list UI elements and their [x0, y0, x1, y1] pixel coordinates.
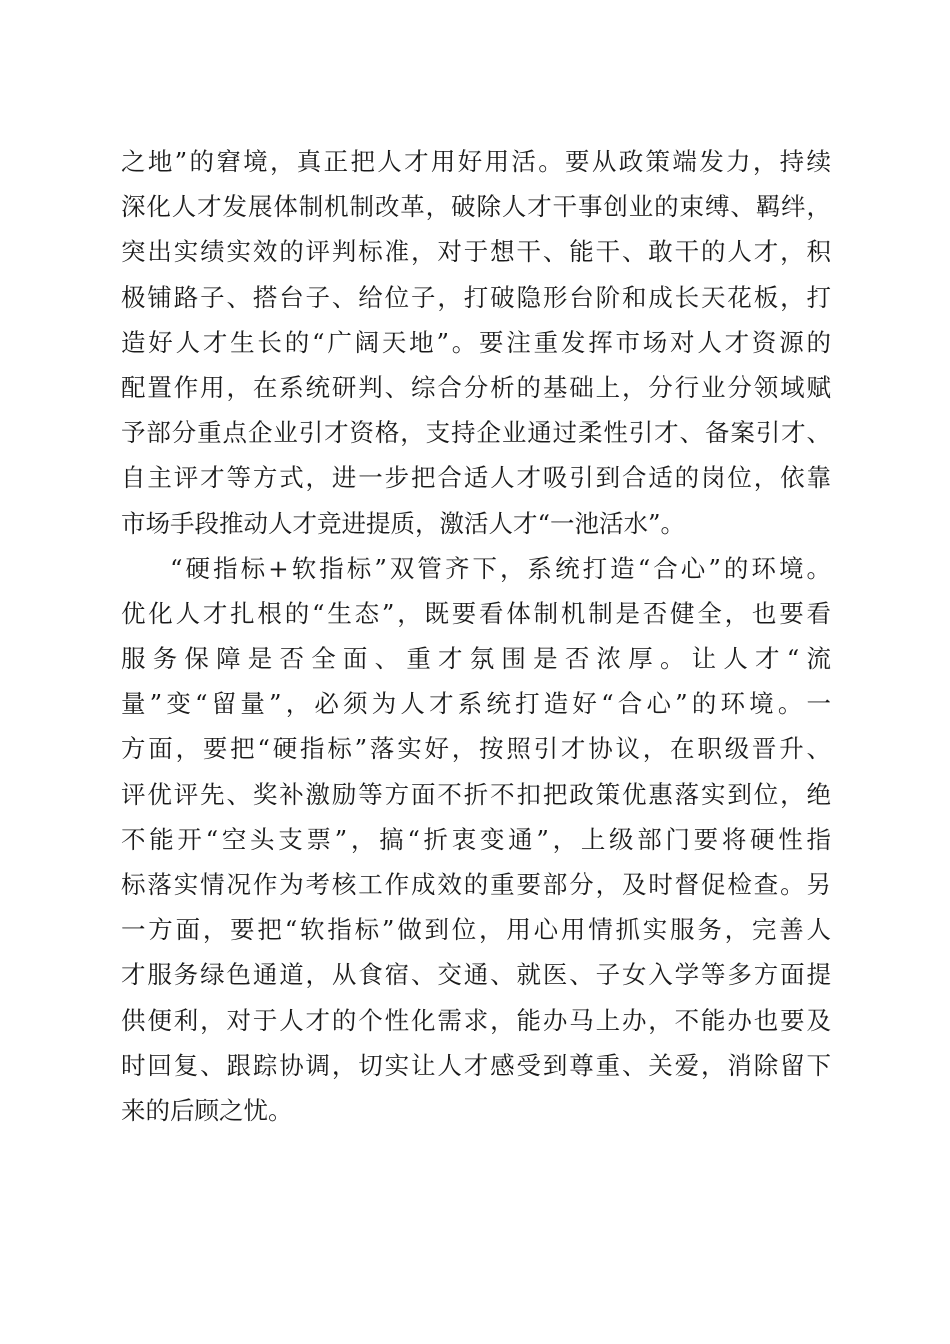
text-line: 配置作用，在系统研判、综合分析的基础上，分行业分领域赋: [121, 372, 831, 402]
text-line: 方面，要把“硬指标”落实好，按照引才协议，在职级晋升、: [121, 734, 831, 764]
text-line: 一方面，要把“软指标”做到位，用心用情抓实服务，完善人: [121, 915, 831, 945]
text-line: 量”变“留量”，必须为人才系统打造好“合心”的环境。一: [121, 689, 831, 719]
text-line: 极铺路子、搭台子、给位子，打破隐形台阶和成长天花板，打: [121, 282, 831, 312]
text-line: 优化人才扎根的“生态”，既要看体制机制是否健全，也要看: [121, 598, 831, 628]
text-line: 之地”的窘境，真正把人才用好用活。要从政策端发力，持续: [121, 147, 831, 176]
text-line: 市场手段推动人才竞进提质，激活人才“一池活水”。: [121, 508, 686, 538]
text-line: 深化人才发展体制机制改革，破除人才干事创业的束缚、羁绊，: [121, 192, 831, 222]
text-line: 评优评先、奖补激励等方面不折不扣把政策优惠落实到位，绝: [121, 779, 831, 809]
text-line: 来的后顾之忧。: [121, 1095, 293, 1125]
text-line: 标落实情况作为考核工作成效的重要部分，及时督促检查。另: [121, 870, 831, 899]
paragraph-1: [121, 139, 831, 546]
text-line: 服务保障是否全面、重才氛围是否浓厚。让人才“流: [121, 644, 831, 674]
text-line: 不能开“空头支票”，搞“折衷变通”，上级部门要将硬性指: [121, 824, 831, 854]
text-line: 才服务绿色通道，从食宿、交通、就医、子女入学等多方面提: [121, 960, 831, 990]
text-line: 供便利，对于人才的个性化需求，能办马上办，不能办也要及: [121, 1005, 831, 1035]
paragraph-heading-line: “硬指标+软指标”双管齐下，系统打造“合心”的环境。: [170, 553, 831, 583]
body-text: [121, 139, 831, 1133]
text-line: 时回复、跟踪协调，切实让人才感受到尊重、关爱，消除留下: [121, 1050, 831, 1080]
text-line: 造好人才生长的“广阔天地”。要注重发挥市场对人才资源的: [121, 327, 831, 357]
paragraph-2: [121, 546, 831, 1133]
text-line: 自主评才等方式，进一步把合适人才吸引到合适的岗位，依靠: [121, 463, 831, 493]
text-line: 突出实绩实效的评判标准，对于想干、能干、敢干的人才，积: [121, 237, 831, 267]
text-line: 予部分重点企业引才资格，支持企业通过柔性引才、备案引才、: [121, 418, 831, 448]
